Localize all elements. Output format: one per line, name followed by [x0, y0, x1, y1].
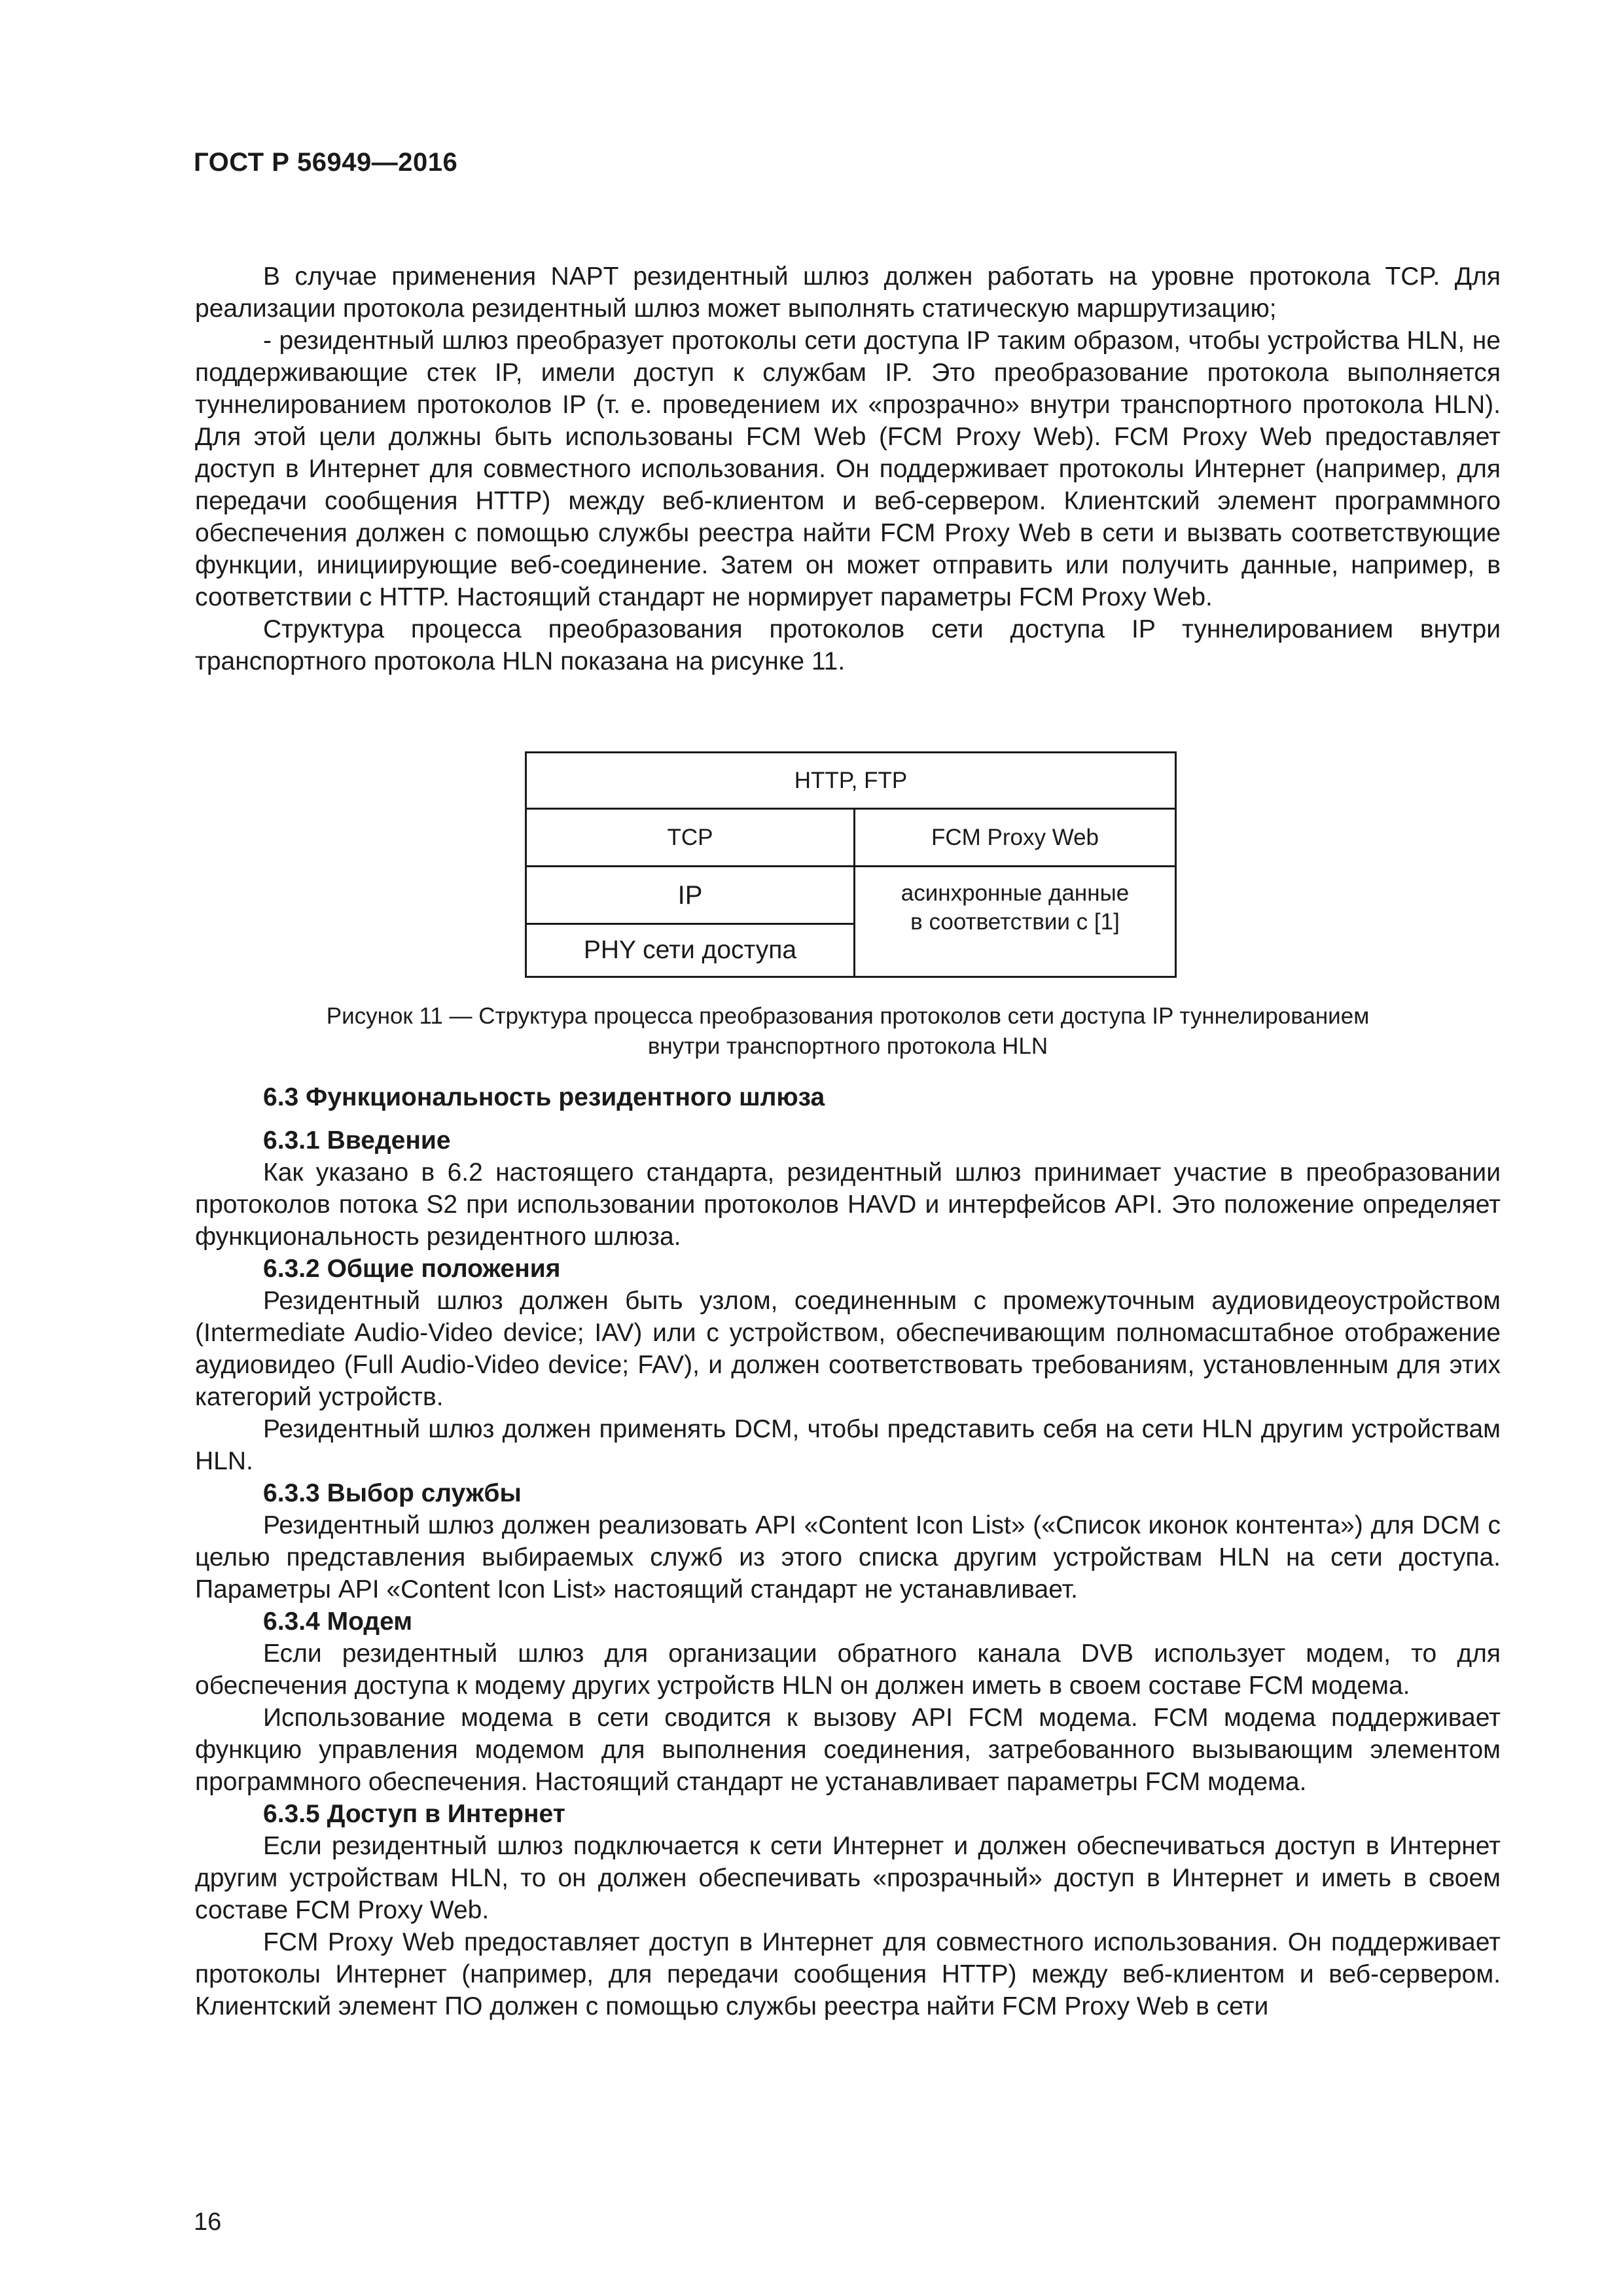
- paragraph: В случае применения NAPT резидентный шлюз должен работать на уровне протокола TCP. Для реализации протокола резидентный шлюз может выполнять статическую маршрутизацию;: [195, 262, 1501, 323]
- page-number: 16: [194, 2208, 222, 2236]
- paragraph: Если резидентный шлюз для организации обратного канала DVB использует модем, то для обеспечения доступа к модему других устройств HLN он должен иметь в своем составе FCM модема.: [195, 1640, 1501, 1700]
- subsection-heading: 6.3.3 Выбор службы: [263, 1479, 522, 1507]
- figure-caption: [195, 1001, 1501, 1062]
- paragraph: Если резидентный шлюз подключается к сети Интернет и должен обеспечиваться доступ в Интернет другим устройствам HLN, то он должен обеспечивать «прозрачный» доступ в Интернет и иметь в своем составе FCM Proxy Web.: [195, 1832, 1501, 1924]
- diagram-cell-http-ftp: HTTP, FTP: [527, 753, 1175, 810]
- async-line-2: в соответствии с [1]: [910, 909, 1120, 935]
- subsection-heading: 6.3.2 Общие положения: [263, 1255, 561, 1283]
- async-line-1: асинхронные данные: [901, 880, 1130, 906]
- paragraph: Как указано в 6.2 настоящего стандарта, резидентный шлюз принимает участие в преобразовании протоколов потока S2 при использовании протоколов HAVD и интерфейсов API. Это положение определяет функциональность резидентного шлюза.: [195, 1158, 1501, 1251]
- paragraph: Структура процесса преобразования протоколов сети доступа IP туннелированием внутри транспортного протокола HLN показана на рисунке 11.: [195, 615, 1501, 675]
- subsection-heading: 6.3.5 Доступ в Интернет: [263, 1800, 565, 1828]
- paragraph: Резидентный шлюз должен реализовать API «Content Icon List» («Список иконок контента») для DCM с целью представления выбираемых служб из этого списка другим устройствам HLN на сети доступа. Параметры API «Content Icon List» настоящий стандарт не устанавливает.: [195, 1511, 1501, 1604]
- section-6-3-block: [195, 1081, 1501, 2022]
- protocol-stack-diagram: [525, 751, 1177, 978]
- diagram-cell-async-data: [855, 867, 1175, 976]
- intro-text-block: [195, 260, 1501, 677]
- subsection-heading: 6.3.4 Модем: [263, 1607, 413, 1636]
- diagram-cell-phy: PHY сети доступа: [527, 925, 855, 976]
- caption-line-2: внутри транспортного протокола HLN: [647, 1033, 1048, 1059]
- paragraph: Резидентный шлюз должен применять DCM, чтобы представить себя на сети HLN другим устройствам HLN.: [195, 1415, 1501, 1475]
- paragraph: Использование модема в сети сводится к вызову API FCM модема. FCM модема поддерживает функцию управления модемом для выполнения соединения, затребованного вызывающим элементом программного обеспечения. Настоящий стандарт не устанавливает параметры FCM модема.: [195, 1704, 1501, 1796]
- section-heading: 6.3 Функциональность резидентного шлюза: [263, 1083, 825, 1111]
- diagram-cell-ip: IP: [527, 867, 855, 925]
- paragraph: FCM Proxy Web предоставляет доступ в Интернет для совместного использования. Он поддерживает протоколы Интернет (например, для передачи сообщения HTTP) между веб-клиентом и веб-сервером. Клиентский элемент ПО должен с помощью службы реестра найти FCM Proxy Web в сети: [195, 1928, 1501, 2020]
- paragraph: - резидентный шлюз преобразует протоколы сети доступа IP таким образом, чтобы устройства HLN, не поддерживающие стек IP, имели доступ к службам IP. Это преобразование протокола выполняется туннелированием протоколов IP (т. е. проведением их «прозрачно» внутри транспортного протокола HLN). Для этой цели должны быть использованы FCM Web (FCM Proxy Web). FCM Proxy Web предоставляет доступ в Интернет для совместного использования. Он поддерживает протоколы Интернет (например, для передачи сообщения HTTP) между веб-клиентом и веб-сервером. Клиентский элемент программного обеспечения должен с помощью службы реестра найти FCM Proxy Web в сети и вызвать соответствующие функции, инициирующие веб-соединение. Затем он может отправить или получить данные, например, в соответствии с HTTP. Настоящий стандарт не нормирует параметры FCM Proxy Web.: [195, 327, 1501, 611]
- standard-header: ГОСТ Р 56949—2016: [194, 148, 458, 177]
- paragraph: Резидентный шлюз должен быть узлом, соединенным с промежуточным аудиовидеоустройством (Intermediate Audio-Video device; IAV) или с устройством, обеспечивающим полномасштабное отображение аудиовидео (Full Audio-Video device; FAV), и должен соответствовать требованиям, установленным для этих категорий устройств.: [195, 1287, 1501, 1411]
- diagram-cell-tcp: TCP: [527, 810, 855, 867]
- subsection-heading: 6.3.1 Введение: [263, 1126, 451, 1155]
- diagram-cell-fcm-proxy-web: FCM Proxy Web: [855, 810, 1175, 867]
- caption-line-1: Рисунок 11 — Структура процесса преобразования протоколов сети доступа IP туннелированием: [326, 1003, 1370, 1029]
